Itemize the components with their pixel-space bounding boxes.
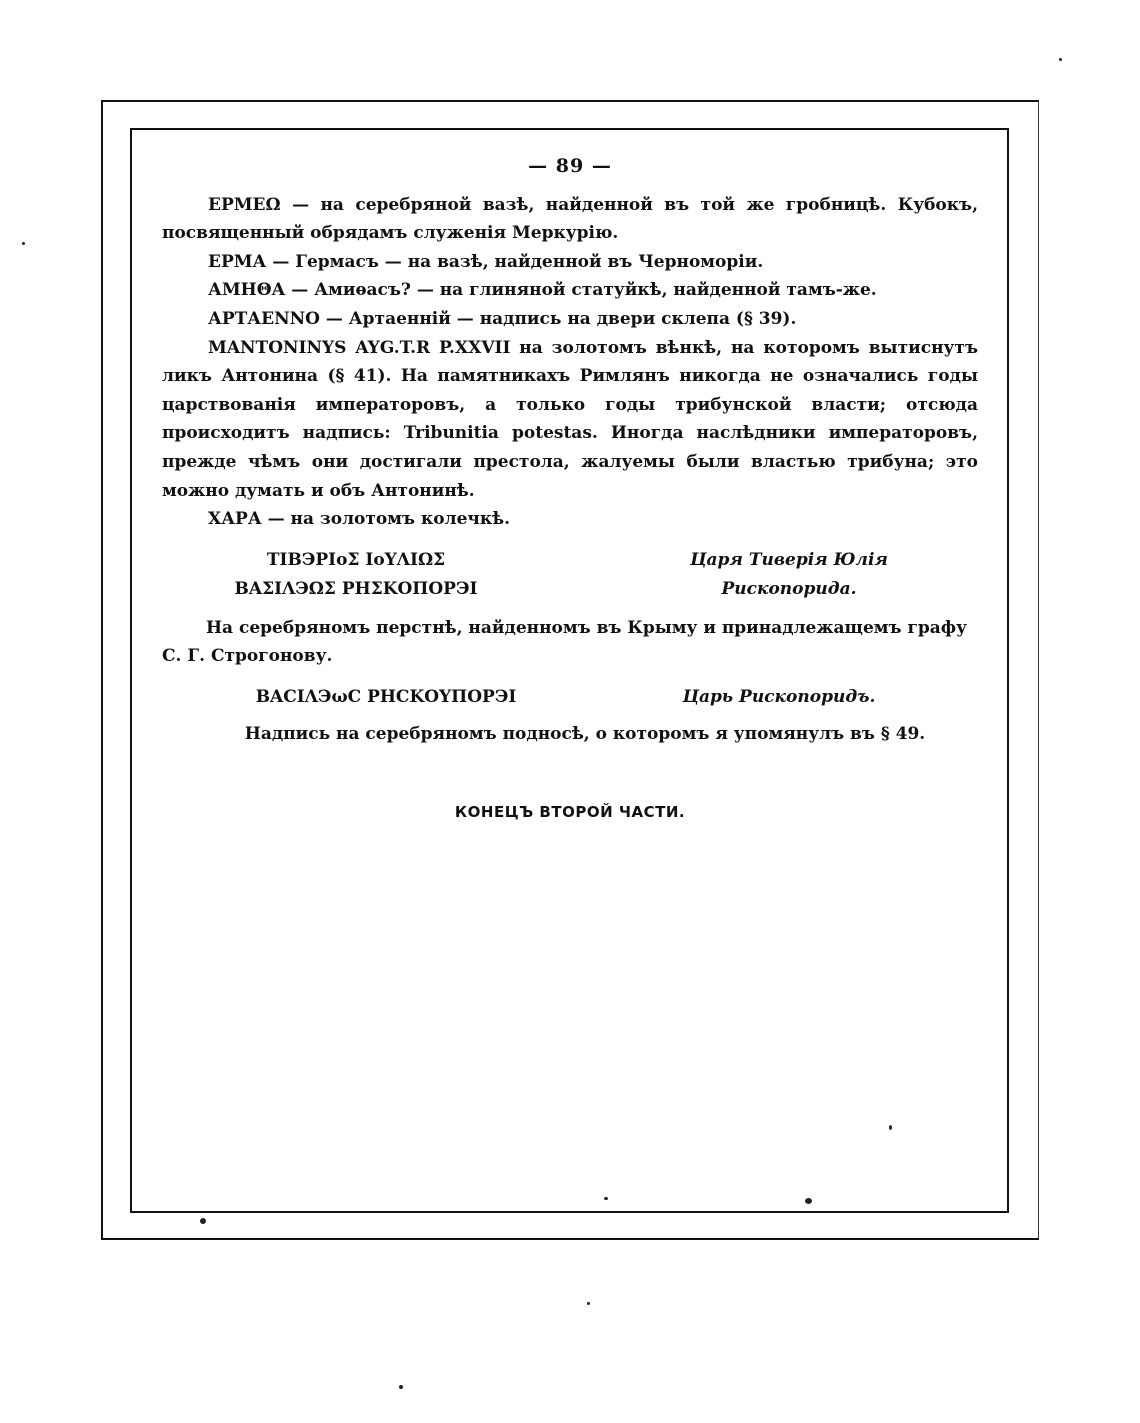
scan-speck: [399, 1385, 403, 1389]
paragraph-amntha: АМНΘА — Амиѳасъ? — на глиняной статуйкѣ, найденной тамъ-же.: [208, 280, 877, 301]
end-of-part-heading: КОНЕЦЪ ВТОРОЙ ЧАСТИ.: [454, 803, 686, 821]
paragraph-artaenno: АРТАЕNNO — Артаенній — надпись на двери склепа (§ 39).: [208, 308, 797, 329]
scan-speck: [22, 242, 25, 245]
tray-inscription: [162, 683, 978, 712]
paragraph-khara: ХАРА — на золотомъ колечкѣ.: [208, 509, 510, 530]
scan-speck: [889, 1125, 892, 1130]
greek-line-1: ΤΙΒЭΡΙοΣ ΙοΥΛΙΩΣ: [266, 549, 446, 570]
greek-inscription: [162, 546, 570, 604]
paragraph-hermes: ЕРМЕΩ — на серебряной вазѣ, найденной въ той же гробницѣ. Кубокъ, посвященный обрядамъ служенія Меркурію.: [162, 194, 978, 244]
scan-speck: [587, 1302, 590, 1305]
greek-line-2: ΒΑΣΙΛЭΩΣ ΡΗΣΚΟΠΟΡЭΙ: [234, 578, 478, 599]
tray-note: Надпись на серебряномъ подносѣ, о которомъ я упомянулъ въ § 49.: [244, 723, 926, 744]
paragraph-antonine: MANTONINYS AYG.T.R P.XXVII на золотомъ вѣнкѣ, на которомъ вытиснутъ ликъ Антонина (§ 41). На памятникахъ Римлянъ никогда не означались годы царствованія императоровъ, а только годы трибунской власти; отсюда происходитъ надпись: Tribunitia potestas. Иногда наслѣдники императоровъ, прежде чѣмъ они достигали престола, жалуемы были властью трибуна; это можно думать и объ Антонинѣ.: [162, 337, 978, 501]
ring-note: На серебряномъ перстнѣ, найденномъ въ Крыму и принадлежащемъ графу С. Г. Строгонову.: [162, 617, 968, 667]
scan-speck: [805, 1198, 812, 1204]
paragraph-erma: ЕРМА — Гермасъ — на вазѣ, найденной въ Черноморіи.: [208, 251, 764, 272]
page-content: [162, 152, 978, 765]
translation-line-1: Царя Тиверія Юлія: [690, 549, 888, 570]
inscription-translation: [570, 546, 978, 604]
translation-line-2: Рископорида.: [721, 578, 857, 599]
ring-inscription: [162, 546, 978, 604]
tray-greek: ΒΑСΙΛЭωС ΡΗСΚΟΥΠΟΡЭΙ: [255, 686, 517, 707]
scan-speck: [604, 1197, 608, 1200]
scan-speck: [200, 1218, 206, 1224]
page-number: — 89 —: [528, 155, 612, 177]
tray-translation: Царь Рископоридъ.: [682, 686, 876, 707]
scan-speck: [1059, 58, 1062, 61]
